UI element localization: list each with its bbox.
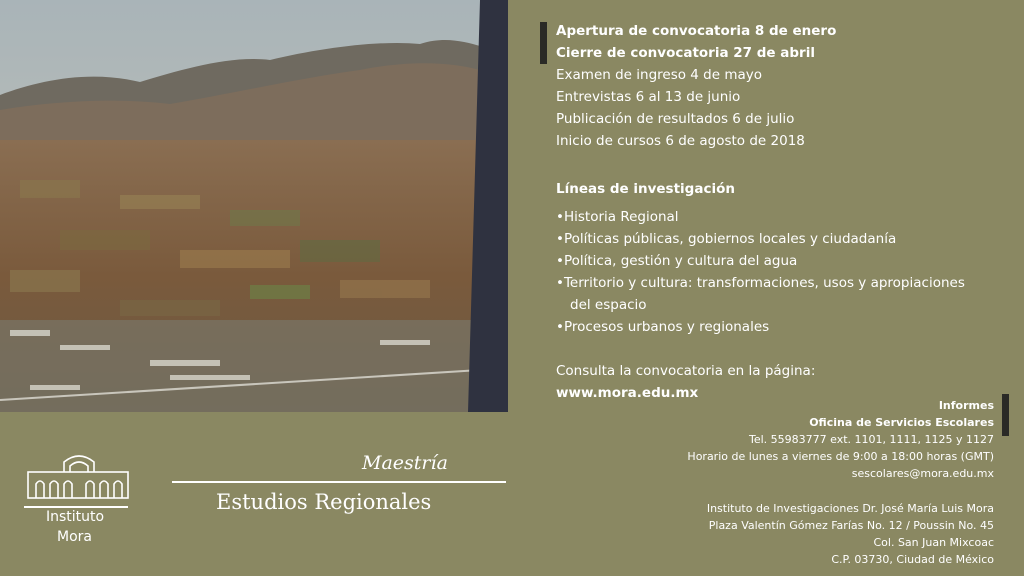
accent-bar-contact [1002,394,1009,436]
contact-phone: Tel. 55983777 ext. 1101, 1111, 1125 y 1127 [748,433,994,446]
logo-text-instituto: Instituto [46,509,105,525]
program-title: Estudios Regionales [216,490,432,514]
logo-text-mora: Mora [57,529,92,545]
research-line: •Territorio y cultura: transformaciones, usos y apropiaciones [556,275,965,291]
schedule-item: Examen de ingreso 4 de mayo [556,67,763,83]
schedule-item: Entrevistas 6 al 13 de junio [556,89,741,105]
schedule-item: Apertura de convocatoria 8 de enero [556,23,837,39]
research-heading: Líneas de investigación [556,181,735,197]
accent-bar-top [540,22,547,64]
schedule-item: Publicación de resultados 6 de julio [556,111,795,127]
address-line: Col. San Juan Mixcoac [873,536,994,549]
contact-email[interactable]: sescolares@mora.edu.mx [851,467,994,480]
research-line: •Políticas públicas, gobiernos locales y ciudadanía [556,231,897,247]
consult-text: Consulta la convocatoria en la página: [556,363,816,379]
contact-title: Informes [938,399,994,412]
landscape-photo [0,0,480,412]
address-line: Instituto de Investigaciones Dr. José María Luis Mora [706,502,994,515]
institute-logo-icon [24,452,134,502]
research-line: •Historia Regional [556,209,679,225]
address-line: C.P. 03730, Ciudad de México [831,553,994,566]
research-line: del espacio [570,297,647,313]
logo-divider [24,506,128,508]
schedule-item: Inicio de cursos 6 de agosto de 2018 [556,133,805,149]
research-line: •Procesos urbanos y regionales [556,319,770,335]
website-link[interactable]: www.mora.edu.mx [556,385,699,401]
contact-hours: Horario de lunes a viernes de 9:00 a 18:00 horas (GMT) [687,450,994,463]
address-line: Plaza Valentín Gómez Farías No. 12 / Poussin No. 45 [708,519,994,532]
degree-label: Maestría [362,452,448,474]
research-line: •Política, gestión y cultura del agua [556,253,798,269]
schedule-item: Cierre de convocatoria 27 de abril [556,45,815,61]
info-panel [508,0,1024,576]
program-panel [0,412,508,576]
program-divider [172,481,506,483]
contact-office: Oficina de Servicios Escolares [809,416,994,429]
